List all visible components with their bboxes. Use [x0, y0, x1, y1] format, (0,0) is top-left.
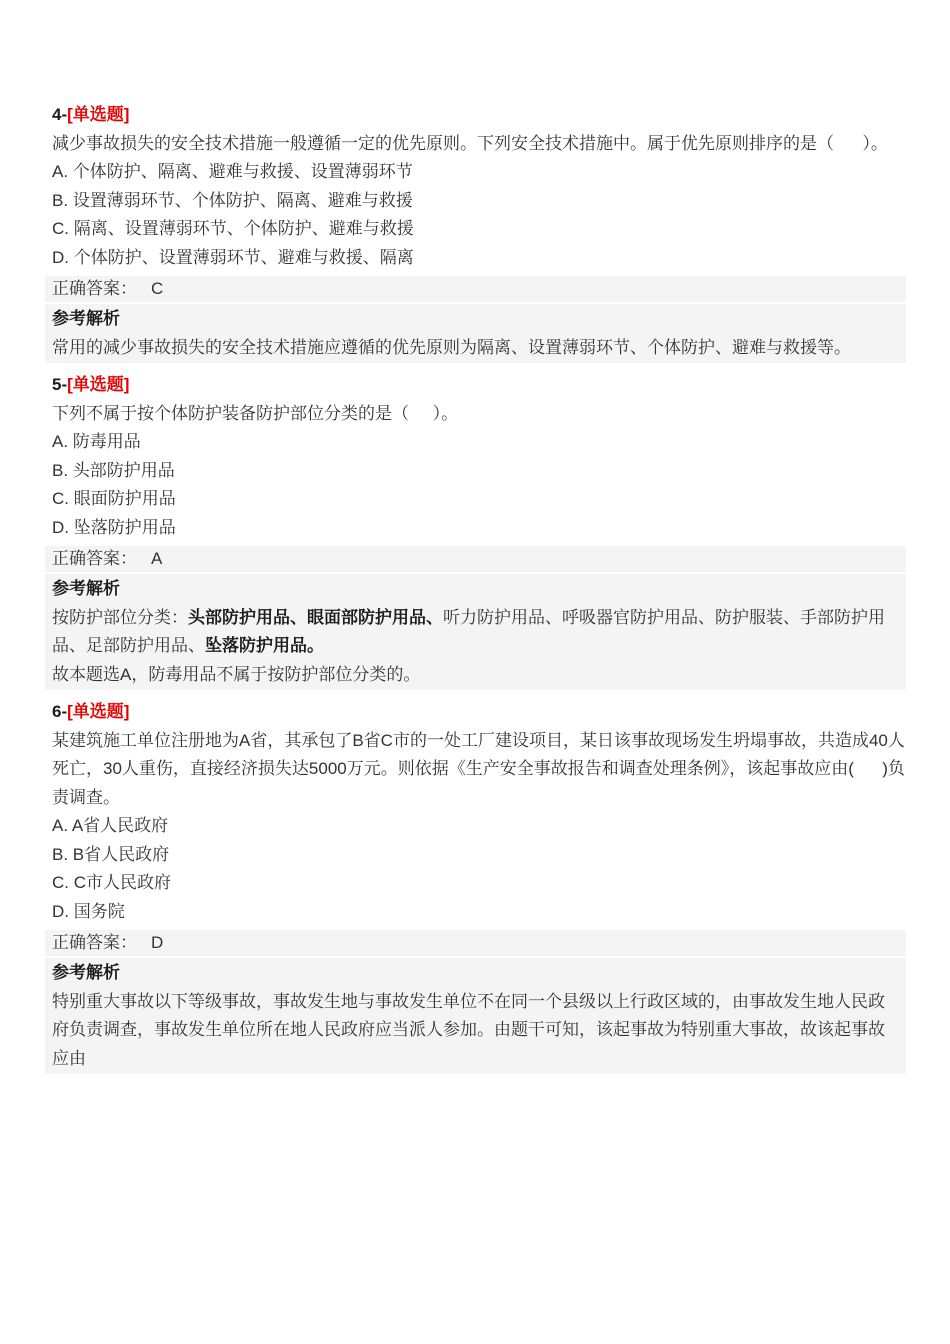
analysis-title: 参考解析: [52, 309, 120, 328]
answer-label: 正确答案：: [52, 279, 137, 298]
analysis-block: [45, 574, 906, 690]
answer-label: 正确答案：: [52, 549, 137, 568]
option-item: A. A省人民政府: [52, 816, 169, 835]
answer-row: [45, 546, 906, 572]
question-list: [52, 101, 906, 1074]
answer-value: D: [151, 933, 164, 952]
answer-row: [45, 930, 906, 956]
analysis-text-segment: 故本题选A，防毒用品不属于按防护部位分类的。: [52, 664, 421, 684]
option-item: C. 眼面防护用品: [52, 489, 176, 508]
analysis-body: [52, 334, 900, 363]
analysis-paragraph: [52, 334, 900, 363]
question-block: [52, 371, 906, 690]
analysis-text-segment: 坠落防护用品。: [205, 636, 324, 655]
question-stem: 某建筑施工单位注册地为A省，其承包了B省C市的一处工厂建设项目，某日该事故现场发生坍塌事故，共造成40人死亡，30人重伤，直接经济损失达5000万元。则依据《生产安全事故报告和调查处理条例》，该起事故应由( )负责调查。: [52, 730, 905, 807]
question-header: [52, 698, 906, 727]
analysis-text-segment: 常用的减少事故损失的安全技术措施应遵循的优先原则为隔离、设置薄弱环节、个体防护、避难与救援等。: [52, 337, 851, 357]
option-item: A. 个体防护、隔离、避难与救援、设置薄弱环节: [52, 162, 413, 181]
analysis-body: [52, 988, 900, 1074]
analysis-paragraph: [52, 988, 900, 1074]
question-header: [52, 371, 906, 400]
question-type-tag: [单选题]: [67, 105, 130, 124]
option-item: D. 国务院: [52, 901, 125, 921]
analysis-block: [45, 958, 906, 1074]
option-item: D. 坠落防护用品: [52, 517, 176, 537]
answer-row: [45, 276, 906, 302]
question-block: [52, 101, 906, 363]
analysis-text-segment: 听力防护用品、呼吸器官防护用品、防护服装、手部防护用品、足部防护用品、: [52, 607, 885, 655]
question-number: 6-: [52, 702, 68, 721]
analysis-text-segment: 头部防护用品、眼面部防护用品、: [188, 607, 443, 627]
question-stem: 减少事故损失的安全技术措施一般遵循一定的优先原则。下列安全技术措施中。属于优先原则排序的是（ ）。: [52, 133, 888, 153]
option-list: [52, 812, 906, 926]
option-item: C. C市人民政府: [52, 873, 171, 892]
option-list: [52, 158, 906, 272]
option-item: C. 隔离、设置薄弱环节、个体防护、避难与救援: [52, 219, 414, 238]
question-type-tag: [单选题]: [67, 375, 130, 394]
analysis-block: [45, 304, 906, 363]
question-header: [52, 101, 906, 130]
option-item: B. 设置薄弱环节、个体防护、隔离、避难与救援: [52, 190, 413, 210]
option-list: [52, 428, 906, 542]
analysis-title: 参考解析: [52, 579, 120, 598]
analysis-text-segment: 特别重大事故以下等级事故，事故发生地与事故发生单位不在同一个县级以上行政区域的，由事故发生地人民政府负责调查，事故发生单位所在地人民政府应当派人参加。由题干可知，该起事故为特别重大事故，故该起事故应由: [52, 991, 885, 1068]
option-item: A. 防毒用品: [52, 432, 141, 451]
option-item: D. 个体防护、设置薄弱环节、避难与救援、隔离: [52, 247, 414, 267]
analysis-title: 参考解析: [52, 963, 120, 982]
analysis-body: [52, 604, 900, 690]
question-number: 5-: [52, 375, 68, 394]
analysis-paragraph: [52, 604, 900, 661]
question-block: [52, 698, 906, 1074]
answer-label: 正确答案：: [52, 933, 137, 952]
analysis-paragraph: [52, 661, 900, 690]
analysis-text-segment: 按防护部位分类：: [52, 607, 188, 627]
option-item: B. B省人民政府: [52, 844, 170, 864]
answer-value: C: [151, 279, 164, 298]
option-item: B. 头部防护用品: [52, 460, 175, 480]
question-type-tag: [单选题]: [67, 702, 130, 721]
answer-value: A: [151, 549, 163, 568]
question-stem: 下列不属于按个体防护装备防护部位分类的是（ ）。: [52, 403, 459, 423]
question-number: 4-: [52, 105, 68, 124]
